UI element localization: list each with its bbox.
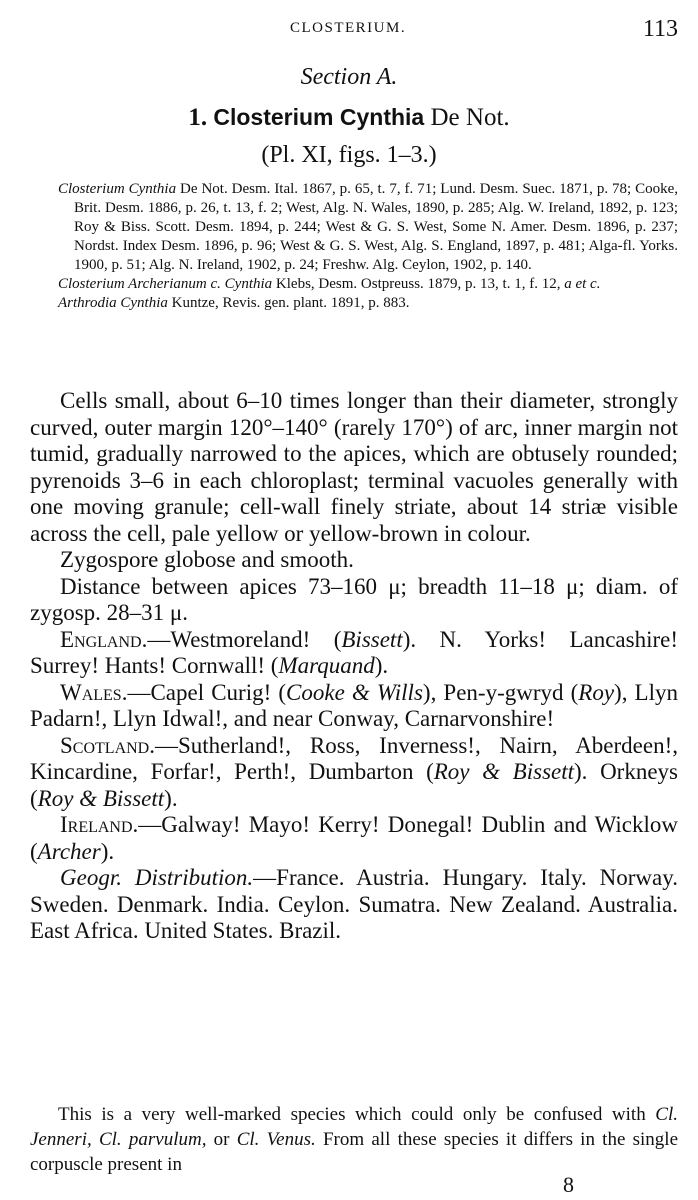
species-name: Closterium Cynthia [213, 104, 425, 130]
page-number: 113 [642, 16, 678, 42]
synonym-name: Arthrodia Cynthia [58, 295, 168, 311]
synonym-figure-suffix: a et c. [564, 276, 601, 292]
synonym-entry [58, 180, 678, 275]
region-label-scotland: Scotland. [60, 732, 155, 758]
species-authority: De Not. [430, 104, 510, 131]
species-heading [0, 104, 698, 132]
description [30, 388, 678, 945]
locality-scotland: Scotland.—Sutherland!, Ross, Inverness!, Nairn, Aberdeen!, Kincardine, Forfar!, Perth!, Dumbarton (Roy & Bissett). Orkneys (Roy & Bissett). [30, 732, 678, 811]
description-zygospore: Zygospore globose and smooth. [60, 547, 354, 572]
region-label-england: England. [60, 626, 148, 652]
description-cells: Cells small, about 6–10 times longer than their diameter, strongly curved, outer margin 120°–140° (rarely 170°) of arc, inner margin not tumid, gradually narrowed to the apices, which are obtusely rounded; pyrenoids 3–6 in each chloroplast; terminal vacuoles generally with one moving granule; cell-wall finely striate, about 14 striæ visible across the cell, pale yellow or yellow-brown in colour. [30, 388, 678, 546]
locality-england: England.—Westmoreland! (Bissett). N. Yorks! Lancashire! Surrey! Hants! Cornwall! (Marquand). [30, 626, 678, 678]
remarks-paragraph: This is a very well-marked species which could only be confused with Cl. Jenneri, Cl. parvulum, or Cl. Venus. From all these species it differs in the single corpuscle present in [30, 1104, 679, 1175]
synonym-citation: De Not. Desm. Ital. 1867, p. 65, t. 7, f. 71; Lund. Desm. Suec. 1871, p. 78; Cooke, Brit. Desm. 1886, p. 26, t. 13, f. 2; West, Alg. N. Wales, 1890, p. 285; Alg. W. Ireland, 1892, p. 123; Roy & Biss. Scott. Desm. 1894, p. 244; West & G. S. West, Some N. Amer. Desm. 1896, p. 237; Nordst. Index Desm. 1896, p. 96; West & G. S. West, Alg. S. England, 1897, p. 481; Alga-fl. Yorks. 1900, p. 51; Alg. N. Ireland, 1902, p. 24; Freshw. Alg. Ceylon, 1902, p. 140. [74, 181, 679, 273]
synonym-entry [58, 275, 678, 294]
region-label-ireland: Ireland. [60, 812, 139, 837]
synonym-name: Closterium Archerianum c. Cynthia [58, 276, 273, 292]
synonym-name: Closterium Cynthia [58, 181, 177, 197]
geographic-distribution: Geogr. Distribution.—France. Austria. Hungary. Italy. Norway. Sweden. Denmark. India. Ceylon. Sumatra. New Zealand. Australia. East Africa. United States. Brazil. [30, 865, 679, 943]
running-head [0, 16, 698, 46]
synonymy-block [58, 180, 678, 313]
signature-mark: 8 [563, 1172, 574, 1197]
locality-wales: Wales.—Capel Curig! (Cooke & Wills), Pen-y-gwryd (Roy), Llyn Padarn!, Llyn Idwal!, and near Conway, Carnarvonshire! [30, 679, 678, 731]
synonym-entry [58, 294, 678, 313]
geogr-label: Geogr. Distribution. [60, 865, 254, 890]
description-dimensions: Distance between apices 73–160 μ; breadth 11–18 μ; diam. of zygosp. 28–31 μ. [30, 573, 678, 625]
section-title: Section A. [300, 64, 398, 90]
synonym-citation: Klebs, Desm. Ostpreuss. 1879, p. 13, t. 1, f. 12, [275, 276, 561, 292]
species-number: 1. [188, 104, 208, 131]
running-title: CLOSTERIUM. [290, 20, 407, 36]
synonym-citation: Kuntze, Revis. gen. plant. 1891, p. 883. [171, 295, 410, 311]
region-label-wales: Wales. [60, 679, 128, 705]
plate-reference: (Pl. XI, figs. 1–3.) [261, 142, 437, 168]
locality-ireland: Ireland.—Galway! Mayo! Kerry! Donegal! Dublin and Wicklow (Archer). [30, 812, 678, 864]
